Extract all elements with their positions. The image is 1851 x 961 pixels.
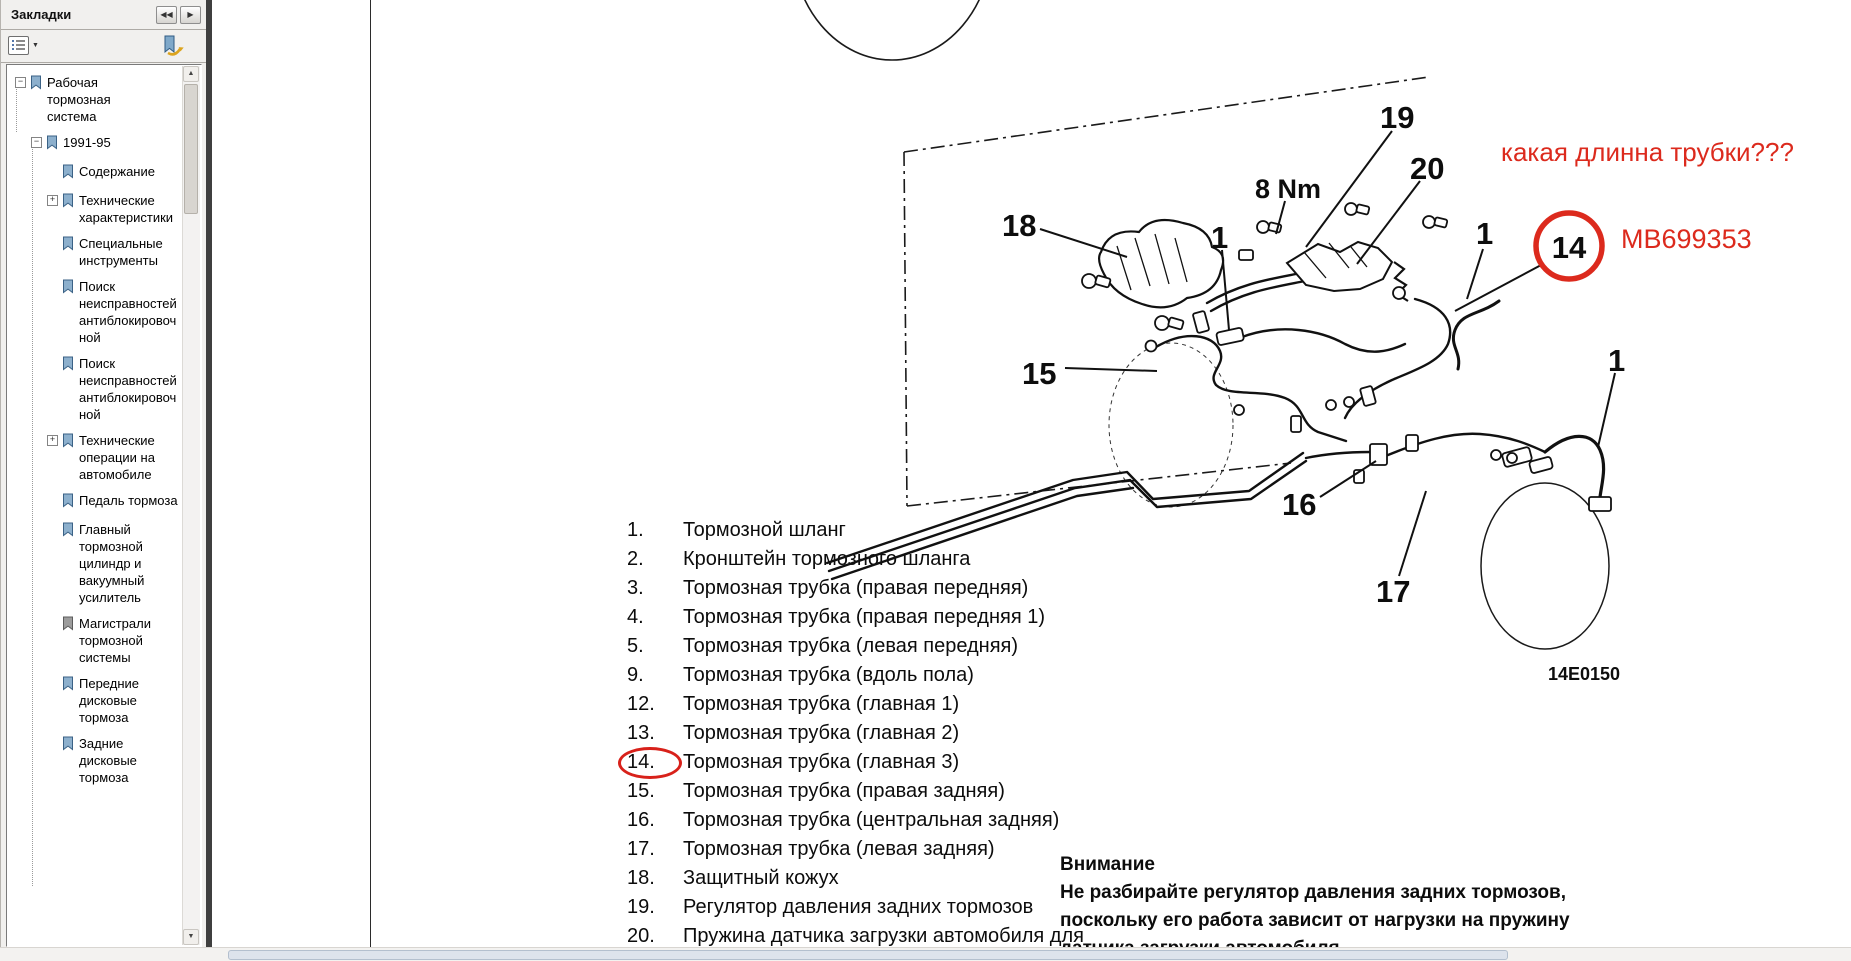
center-rear-junction	[1370, 444, 1387, 465]
front-wheel-arc	[792, 0, 992, 60]
callout-1-top: 1	[1211, 220, 1229, 255]
bookmark-label: Главный тормозной цилиндр и вакуумный усилитель	[79, 522, 145, 605]
parts-row: 3. Тормозная трубка (правая передняя)	[627, 577, 1029, 599]
bookmarks-header	[1, 0, 206, 30]
collapse-expander[interactable]: −	[15, 77, 26, 88]
parts-row: 4. Тормозная трубка (правая передняя 1)	[627, 606, 1046, 628]
tree-scrollbar[interactable]	[182, 66, 200, 945]
annotation-question: какая длинна трубки???	[1501, 137, 1794, 167]
bookmark-icon	[61, 279, 75, 298]
scroll-down-icon[interactable]: ▼	[183, 929, 199, 945]
bookmark-item[interactable]	[12, 521, 182, 606]
bookmark-item[interactable]	[12, 192, 182, 226]
callout-1-right: 1	[1608, 343, 1626, 378]
collapse-panel-button[interactable]: ◀◀	[156, 6, 177, 24]
figure-code: 14E0150	[1548, 664, 1621, 684]
callout-19: 19	[1380, 100, 1415, 135]
bookmark-icon	[61, 493, 75, 512]
parts-row: 5. Тормозная трубка (левая передняя)	[627, 635, 1019, 657]
bookmarks-toolbar	[1, 31, 206, 63]
parts-row: 17. Тормозная трубка (левая задняя)	[627, 838, 995, 860]
bookmarks-tree	[6, 64, 202, 947]
torque-label: 8 Nm	[1255, 174, 1322, 204]
bookmark-icon	[61, 676, 75, 695]
bookmark-icon	[61, 236, 75, 255]
bookmark-item[interactable]	[12, 492, 182, 512]
brake-lines-diagram	[689, 0, 1851, 730]
warning-line: поскольку его работа зависит от нагрузки на пружину	[1060, 910, 1570, 931]
bookmark-icon	[45, 135, 59, 154]
document-page	[212, 0, 1851, 961]
expand-expander[interactable]: +	[47, 435, 58, 446]
bookmark-label: Магистрали тормозной системы	[79, 616, 151, 665]
parts-row: 13. Тормозная трубка (главная 2)	[627, 722, 960, 744]
warning-line: Не разбирайте регулятор давления задних тормозов,	[1060, 882, 1566, 903]
parts-row: 1. Тормозной шланг	[627, 519, 846, 541]
collapse-expander[interactable]: −	[31, 137, 42, 148]
bookmark-icon	[61, 433, 75, 452]
annotation-part-number: MB699353	[1621, 224, 1752, 254]
parts-row: 18. Защитный кожух	[627, 867, 839, 889]
callout-18: 18	[1002, 208, 1037, 243]
bookmark-label: Технические характеристики	[79, 193, 174, 225]
bookmark-icon	[61, 193, 75, 212]
callout-15: 15	[1022, 356, 1057, 391]
callout-16: 16	[1282, 487, 1317, 522]
bookmark-icon	[61, 356, 75, 375]
bookmark-label: Передние дисковые тормоза	[79, 676, 140, 725]
bookmark-item[interactable]	[12, 735, 182, 786]
scroll-up-icon[interactable]: ▲	[183, 66, 199, 82]
bookmark-icon	[61, 522, 75, 541]
bookmark-icon	[61, 736, 75, 755]
parts-row: 20. Пружина датчика загрузки автомобиля для	[627, 925, 1084, 947]
pressure-regulator	[1287, 242, 1408, 301]
scrollbar-thumb[interactable]	[184, 84, 198, 214]
bookmark-item-selected[interactable]	[12, 615, 182, 666]
callout-1-mid: 1	[1476, 216, 1494, 251]
bookmark-label: Содержание	[79, 164, 155, 179]
bookmark-item[interactable]	[12, 134, 182, 154]
bookmarks-panel	[0, 0, 206, 961]
bookmark-item[interactable]	[12, 278, 182, 346]
callout-20: 20	[1410, 151, 1445, 186]
parts-row: 15. Тормозная трубка (правая задняя)	[627, 780, 1005, 802]
expand-expander[interactable]: +	[47, 195, 58, 206]
bookmark-label: Поиск неисправностей антиблокировочной	[79, 356, 177, 422]
warning-block	[1060, 851, 1570, 961]
bookmark-item[interactable]	[12, 675, 182, 726]
chevron-down-icon: ▼	[32, 42, 39, 49]
bookmark-label: Специальные инструменты	[79, 236, 163, 268]
page-border-line	[370, 0, 371, 947]
parts-row: 12. Тормозная трубка (главная 1)	[627, 693, 960, 715]
bookmark-label: Технические операции на автомобиле	[79, 433, 155, 482]
bookmark-item[interactable]	[12, 74, 182, 125]
options-menu-icon[interactable]	[8, 36, 42, 57]
bookmark-item[interactable]	[12, 432, 182, 483]
bookmark-icon	[29, 75, 43, 94]
parts-row: 19. Регулятор давления задних тормозов	[627, 896, 1034, 918]
bookmark-item[interactable]	[12, 163, 182, 183]
callout-17: 17	[1376, 574, 1411, 609]
bookmark-item[interactable]	[12, 235, 182, 269]
bookmark-item[interactable]	[12, 355, 182, 423]
bookmark-label: Задние дисковые тормоза	[79, 736, 137, 785]
protective-cover	[1099, 220, 1223, 307]
bookmark-label: Поиск неисправностей антиблокировочной	[79, 279, 177, 345]
scrollbar-thumb[interactable]	[228, 950, 1508, 960]
parts-row: 2. Кронштейн тормозного шланга	[627, 548, 971, 570]
bookmark-label: Педаль тормоза	[79, 493, 178, 508]
bookmark-icon	[61, 164, 75, 183]
parts-row: 16. Тормозная трубка (центральная задняя)	[627, 809, 1060, 831]
brake-tubes	[827, 273, 1604, 579]
horizontal-scrollbar[interactable]	[0, 947, 1851, 961]
bookmarks-title: Закладки	[11, 7, 72, 22]
parts-row: 9. Тормозная трубка (вдоль пола)	[627, 664, 974, 686]
bookmark-label: Рабочая тормозная система	[47, 75, 111, 124]
parts-row-circled: 14. Тормозная трубка (главная 3)	[627, 751, 960, 773]
callout-14-circled: 14	[1551, 230, 1587, 265]
rear-wheel-dashed	[1109, 343, 1233, 507]
bookmark-icon	[61, 616, 75, 635]
hide-panel-button[interactable]: ▶	[180, 6, 201, 24]
expand-current-bookmark-icon[interactable]	[160, 34, 184, 58]
callout-leaders	[1040, 131, 1615, 576]
bookmark-label: 1991-95	[63, 135, 111, 150]
warning-title: Внимание	[1060, 854, 1155, 875]
